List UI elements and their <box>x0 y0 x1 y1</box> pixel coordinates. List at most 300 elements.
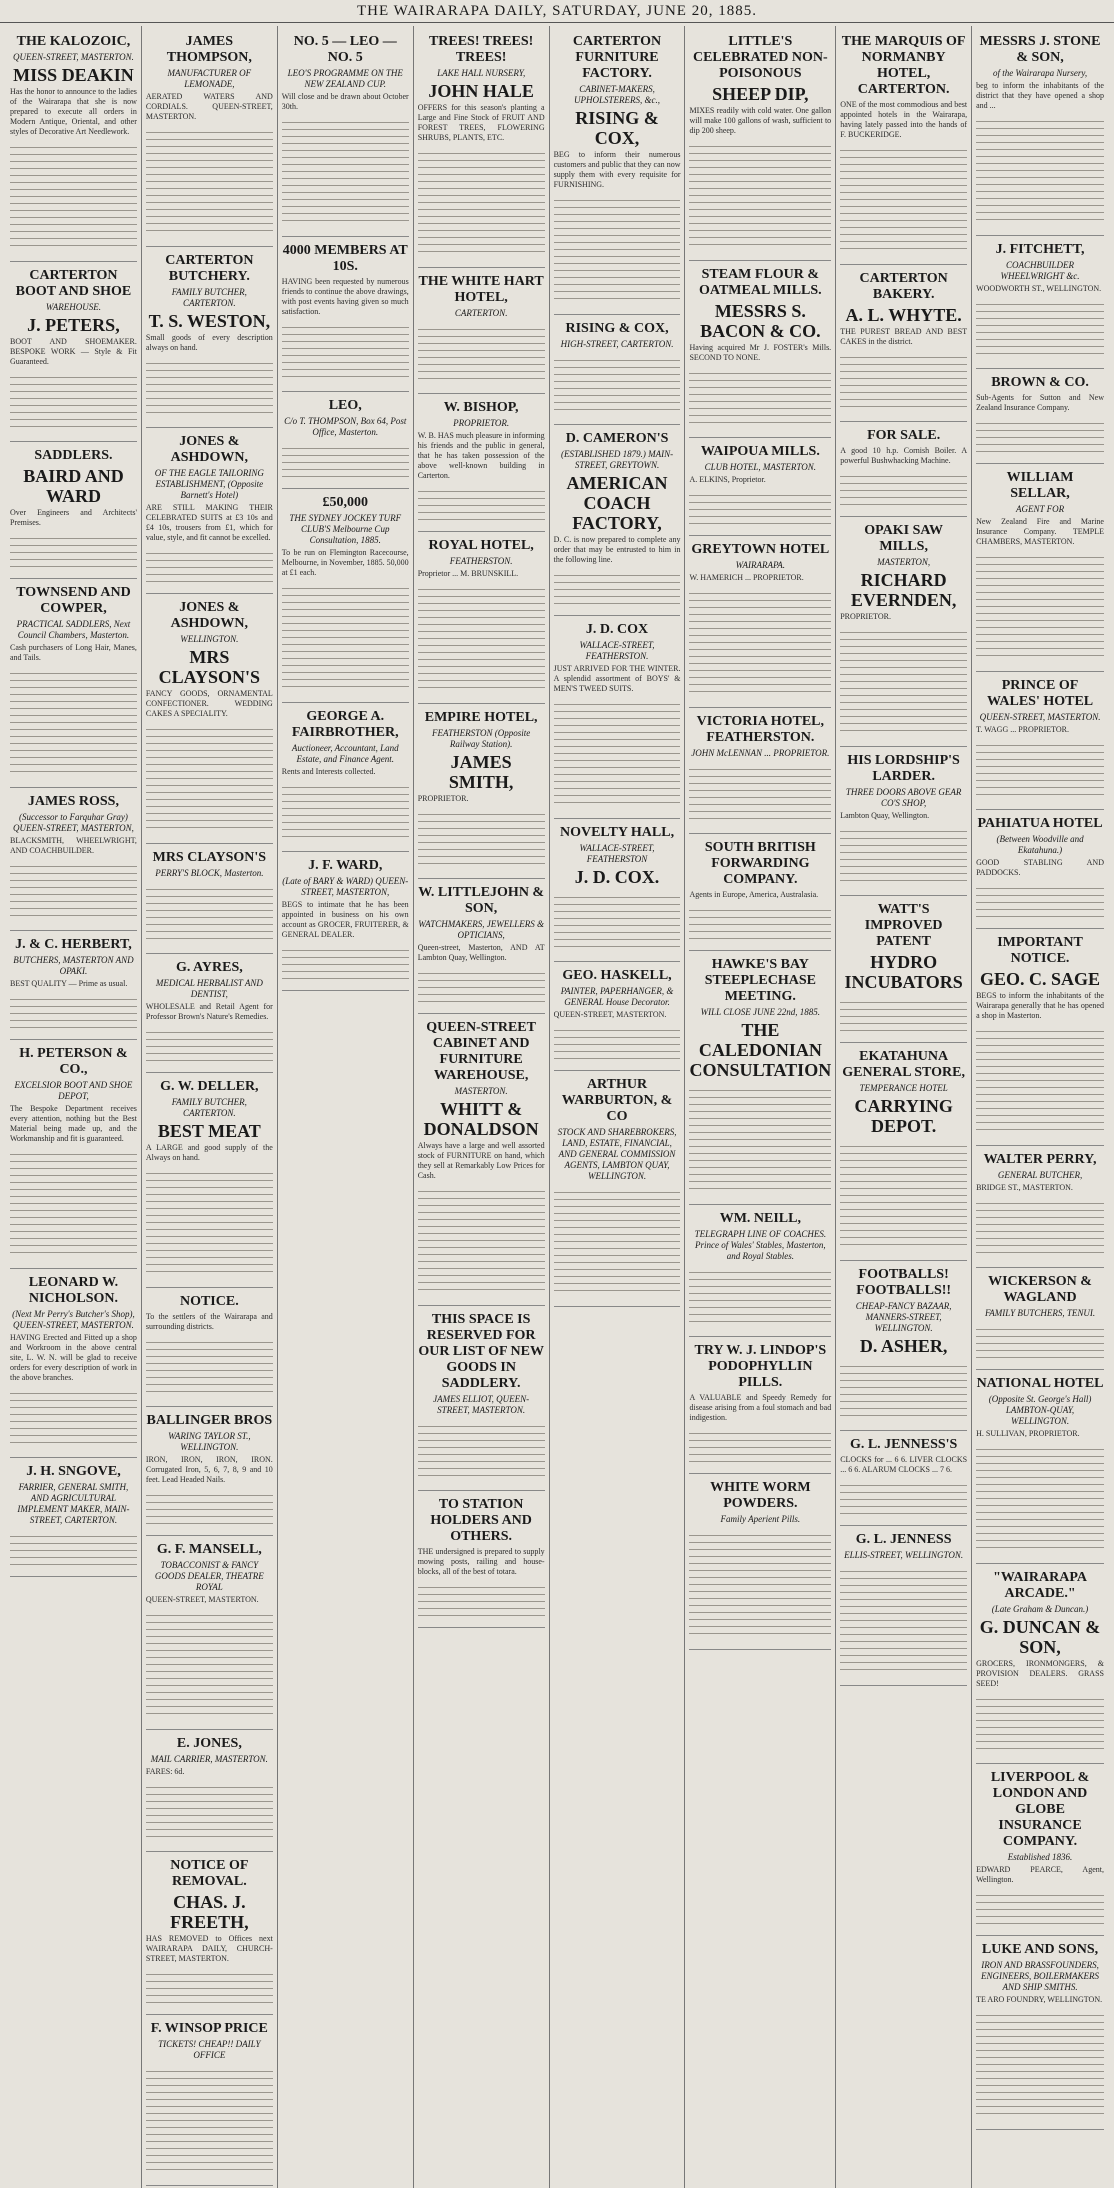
ad-body-text: IRON, IRON, IRON, IRON. Corrugated Iron, 5, 6, 7, 8, 9 and 10 feet. Lead Headed Nails. <box>145 1455 273 1484</box>
ad-body-text: EDWARD PEARCE, Agent, Wellington. <box>976 1865 1104 1884</box>
ad-subheading: BUTCHERS, MASTERTON AND OPAKI. <box>13 955 134 976</box>
ad-headline: D. ASHER, <box>859 1336 948 1356</box>
ad-subheading: COACHBUILDER WHEELWRIGHT &c. <box>1000 260 1080 281</box>
print-texture <box>689 1427 831 1463</box>
print-texture <box>146 1968 273 2004</box>
advertisement <box>840 265 967 422</box>
ad-subheading: PAINTER, PAPERHANGER, & GENERAL House Decorator. <box>560 986 674 1007</box>
print-texture <box>10 993 137 1029</box>
ad-heading: VICTORIA HOTEL, FEATHERSTON. <box>696 714 824 745</box>
ad-body-text: BEG to inform their numerous customers and public that they can now supply them with every requisite for FURNISHING. <box>553 150 681 189</box>
ad-heading: WILLIAM SELLAR, <box>1006 470 1074 501</box>
ad-subheading: OF THE EAGLE TAILORING ESTABLISHMENT, (Opposite Barnett's Hotel) <box>154 468 264 500</box>
ad-body-text: Lambton Quay, Wellington. <box>840 811 930 820</box>
ad-heading: JAMES THOMPSON, <box>166 34 252 65</box>
ad-heading: CARTERTON BUTCHERY. <box>165 253 254 284</box>
ad-subheading: EXCELSIOR BOOT AND SHOE DEPOT, <box>14 1080 133 1101</box>
ad-subheading: CARTERTON. <box>454 308 508 318</box>
ad-subheading: Family Aperient Pills. <box>720 1514 801 1524</box>
ad-body-text: HAVING Erected and Fitted up a shop and Workroom in the above central site, L. W. N. will be glad to receive orders for every description of work in the above branches. <box>10 1333 137 1382</box>
ad-headline: RICHARD EVERNDEN, <box>850 570 957 610</box>
ad-heading: BROWN & CO. <box>991 375 1089 390</box>
print-texture <box>418 1185 545 1295</box>
print-texture <box>146 2065 273 2175</box>
advertisement <box>146 2015 273 2186</box>
print-texture <box>976 1025 1104 1135</box>
ad-heading: HIS LORDSHIP'S LARDER. <box>847 753 960 784</box>
ad-heading: NOTICE. <box>179 1294 239 1309</box>
ad-heading: TRY W. J. LINDOP'S PODOPHYLLIN PILLS. <box>694 1343 827 1390</box>
ad-heading: EKATAHUNA GENERAL STORE, <box>842 1049 965 1080</box>
ad-headline: SHEEP DIP, <box>712 84 809 104</box>
ad-subheading: TEMPERANCE HOTEL <box>859 1083 948 1093</box>
print-texture <box>976 2009 1104 2119</box>
advertisement <box>976 810 1104 929</box>
ad-subheading: PERRY'S BLOCK, Masterton. <box>155 868 264 878</box>
ad-headline: THE CALEDONIAN CONSULTATION <box>689 1020 832 1080</box>
print-texture <box>418 583 545 693</box>
ad-body-text: PROPRIETOR. <box>417 794 469 803</box>
ad-subheading: FEATHERSTON. <box>449 556 513 566</box>
print-texture <box>10 141 137 251</box>
advertisement <box>840 422 967 517</box>
ad-body-text: Having acquired Mr J. FOSTER's Mills. SECOND TO NONE. <box>689 343 832 362</box>
print-texture <box>146 1609 273 1719</box>
ad-body-text: D. C. is now prepared to complete any order that may be entrusted to him in the following line. <box>553 535 681 564</box>
ad-subheading: THREE DOORS ABOVE GEAR CO'S SHOP, <box>845 787 962 808</box>
print-texture <box>418 967 545 1003</box>
print-texture <box>689 587 831 697</box>
ad-body-text: AERATED WATERS AND CORDIALS. QUEEN-STREET, MASTERTON. <box>145 92 273 121</box>
advertisement <box>554 28 681 315</box>
print-texture <box>689 1529 831 1639</box>
ad-body-text: beg to inform the inhabitants of the district that they have opened a shop and ... <box>976 81 1104 110</box>
print-texture <box>840 1565 967 1675</box>
ad-body-text: FARES: 6d. <box>145 1767 185 1776</box>
ad-heading: J. FITCHETT, <box>995 242 1085 257</box>
ad-body-text: Has the honor to announce to the ladies of the Wairarapa that she is now prepared to execute all orders in Modern Antique, Oriental, and other styles of Decorative Art Needlework. <box>10 87 137 136</box>
print-texture <box>554 354 681 414</box>
advertisement <box>554 425 681 616</box>
print-texture <box>10 1148 137 1258</box>
ad-body-text: FANCY GOODS, ORNAMENTAL CONFECTIONER. WEDDING CAKES A SPECIALITY. <box>145 689 273 718</box>
print-texture <box>418 147 545 257</box>
ad-heading: BALLINGER BROS <box>146 1413 273 1428</box>
print-texture <box>689 1084 831 1194</box>
ad-body-text: T. WAGG ... PROPRIETOR. <box>976 725 1069 734</box>
print-texture <box>976 1323 1104 1359</box>
ad-body-text: TE ARO FOUNDRY, WELLINGTON. <box>976 1995 1103 2004</box>
ad-subheading: WATCHMAKERS, JEWELLERS & OPTICIANS, <box>418 919 545 940</box>
print-texture <box>554 891 681 951</box>
advertisement <box>976 1370 1104 1564</box>
ad-heading: QUEEN-STREET CABINET AND FURNITURE WAREHOUSE, <box>426 1020 536 1083</box>
advertisement <box>689 28 831 261</box>
ad-heading: OPAKI SAW MILLS, <box>864 523 943 554</box>
ad-headline: J. D. COX. <box>574 867 660 887</box>
print-texture <box>976 1889 1104 1925</box>
advertisement <box>976 464 1104 672</box>
advertisement <box>840 1526 967 1686</box>
advertisement <box>689 536 831 708</box>
print-texture <box>976 115 1104 225</box>
print-texture <box>689 140 831 250</box>
ad-heading: J. & C. HERBERT, <box>15 937 132 952</box>
ad-heading: MESSRS J. STONE & SON, <box>979 34 1101 65</box>
advertisement <box>418 1014 545 1306</box>
advertisement <box>840 517 967 747</box>
columns <box>6 26 1108 2060</box>
ad-heading: RISING & COX, <box>565 321 669 336</box>
ad-subheading: (ESTABLISHED 1879.) MAIN-STREET, GREYTOWN. <box>561 449 674 470</box>
ad-subheading: MASTERTON, <box>877 557 931 567</box>
print-texture <box>146 1781 273 1841</box>
ad-headline: JOHN HALE <box>428 81 534 101</box>
advertisement <box>418 28 545 268</box>
ad-heading: "WAIRARAPA ARCADE." <box>993 1570 1087 1601</box>
print-texture <box>976 882 1104 918</box>
ad-body-text: QUEEN-STREET, MASTERTON. <box>553 1010 667 1019</box>
ad-heading: CARTERTON BAKERY. <box>859 271 948 302</box>
ad-subheading: WARING TAYLOR ST., WELLINGTON. <box>168 1431 251 1452</box>
ad-headline: BAIRD AND WARD <box>23 466 124 506</box>
print-texture <box>146 126 273 236</box>
print-texture <box>282 944 409 980</box>
ad-body-text: ONE of the most commodious and best appointed hotels in the Wairarapa, having lately passed into the hands of F. BUCKERIDGE. <box>840 100 968 139</box>
advertisement <box>689 834 831 951</box>
advertisement <box>282 392 409 489</box>
print-texture <box>10 1387 137 1447</box>
ad-heading: TOWNSEND AND COWPER, <box>16 585 131 616</box>
ad-body-text: A. ELKINS, Proprietor. <box>689 475 766 484</box>
ad-body-text: MIXES readily with cold water. One gallon will make 100 gallons of wash, sufficient to dip 200 sheep. <box>689 106 832 135</box>
advertisement <box>282 489 409 703</box>
print-texture <box>146 1026 273 1062</box>
ad-body-text: A LARGE and good supply of the Always on hand. <box>145 1143 273 1162</box>
ad-subheading: WELLINGTON. <box>180 634 239 644</box>
ad-headline: A. L. WHYTE. <box>845 305 962 325</box>
ad-subheading: FAMILY BUTCHER, CARTERTON. <box>171 287 247 308</box>
ad-heading: LEO, <box>328 398 362 413</box>
advertisement <box>689 1205 831 1337</box>
ad-body-text: WHOLESALE and Retail Agent for Professor Brown's Nature's Remedies. <box>145 1002 273 1021</box>
ad-heading: J. F. WARD, <box>308 858 383 873</box>
ad-heading: MRS CLAYSON'S <box>152 850 267 865</box>
ad-heading: NO. 5 — LEO — NO. 5 <box>293 34 397 65</box>
advertisement <box>976 1268 1104 1370</box>
advertisement <box>10 442 137 579</box>
ad-heading: E. JONES, <box>176 1736 242 1751</box>
print-texture <box>146 1167 273 1277</box>
ad-heading: £50,000 <box>322 495 368 510</box>
ad-subheading: Established 1836. <box>1007 1852 1073 1862</box>
print-texture <box>282 582 409 692</box>
advertisement <box>282 237 409 392</box>
ad-subheading: THE SYDNEY JOCKEY TURF CLUB'S Melbourne Cup Consultation, 1885. <box>289 513 402 545</box>
ad-headline: J. PETERS, <box>27 315 120 335</box>
print-texture <box>840 470 967 506</box>
ad-body-text: W. HAMERICH ... PROPRIETOR. <box>689 573 804 582</box>
ad-subheading: QUEEN-STREET, MASTERTON. <box>979 712 1101 722</box>
ad-heading: GREYTOWN HOTEL <box>691 542 830 557</box>
ad-body-text: QUEEN-STREET, MASTERTON. <box>145 1595 259 1604</box>
advertisement <box>146 1730 273 1852</box>
print-texture <box>689 1266 831 1326</box>
print-texture <box>840 1479 967 1515</box>
ad-subheading: of the Wairarapa Nursery, <box>992 68 1088 78</box>
ad-subheading: Auctioneer, Accountant, Land Estate, and Finance Agent. <box>291 743 399 764</box>
ad-subheading: (Next Mr Perry's Butcher's Shop), QUEEN-STREET, MASTERTON. <box>12 1309 135 1330</box>
print-texture <box>282 781 409 841</box>
ad-heading: FOOTBALLS! FOOTBALLS!! <box>856 1267 952 1298</box>
print-texture <box>554 1024 681 1060</box>
ad-headline: BEST MEAT <box>157 1121 261 1141</box>
advertisement <box>418 268 545 394</box>
print-texture <box>10 371 137 431</box>
ad-headline: GEO. C. SAGE <box>980 969 1101 989</box>
print-texture <box>840 996 967 1032</box>
advertisement <box>10 579 137 788</box>
ad-heading: STEAM FLOUR & OATMEAL MILLS. <box>699 267 822 298</box>
ad-subheading: (Late of BARY & WARD) QUEEN-STREET, MASTERTON, <box>282 876 409 897</box>
ad-subheading: WALLACE-STREET, FEATHERSTON. <box>579 640 655 661</box>
ad-subheading: QUEEN-STREET, MASTERTON. <box>12 52 134 62</box>
advertisement <box>840 747 967 896</box>
print-texture <box>146 357 273 417</box>
ad-body-text: BRIDGE ST., MASTERTON. <box>976 1183 1073 1192</box>
ad-subheading: MEDICAL HERBALIST AND DENTIST, <box>155 978 263 999</box>
ad-body-text: HAVING been requested by numerous friends to continue the above drawings, with post events having given so much satisfaction. <box>281 277 409 316</box>
ad-heading: HAWKE'S BAY STEEPLECHASE MEETING. <box>704 957 816 1004</box>
advertisement <box>840 896 967 1043</box>
column-2 <box>142 26 278 2188</box>
advertisement <box>146 844 273 954</box>
advertisement <box>554 616 681 819</box>
column-4 <box>414 26 550 2188</box>
ad-subheading: MASTERTON. <box>454 1086 508 1096</box>
ad-body-text: THE PUREST BREAD AND BEST CAKES in the district. <box>840 327 968 346</box>
ad-subheading: LAKE HALL NURSERY, <box>437 68 526 78</box>
ad-subheading: MAIL CARRIER, MASTERTON. <box>150 1754 268 1764</box>
ad-heading: GEO. HASKELL, <box>562 968 672 983</box>
ad-heading: W. LITTLEJOHN & SON, <box>418 885 545 916</box>
ad-headline: CARRYING DEPOT. <box>854 1096 953 1136</box>
advertisement <box>554 315 681 425</box>
ad-body-text: CLOCKS for ... 6 6. LIVER CLOCKS ... 6 6. ALARUM CLOCKS ... 7 6. <box>840 1455 968 1474</box>
ad-heading: FOR SALE. <box>867 428 941 443</box>
advertisement <box>282 852 409 991</box>
ad-headline: HYDRO INCUBATORS <box>844 952 963 992</box>
ad-subheading: FAMILY BUTCHER, CARTERTON. <box>171 1097 247 1118</box>
ad-subheading: STOCK AND SHAREBROKERS, LAND, ESTATE, FINANCIAL, AND GENERAL COMMISSION AGENTS, LAMBTON QUAY, WELLINGTON. <box>557 1127 677 1181</box>
advertisement <box>10 1040 137 1269</box>
ad-heading: JONES & ASHDOWN, <box>170 434 249 465</box>
advertisement <box>976 1764 1104 1936</box>
ad-body-text: W. B. HAS much pleasure in informing his friends and the public in general, that he has taken possession of the above well-known building in Carterton. <box>417 431 545 480</box>
advertisement <box>689 708 831 834</box>
column-6 <box>685 26 836 2188</box>
advertisement <box>554 1071 681 1307</box>
masthead-title: THE WAIRARAPA DAILY, SATURDAY, JUNE 20, 1885. <box>357 3 757 19</box>
ad-subheading: JOHN McLENNAN ... PROPRIETOR. <box>691 748 830 758</box>
ad-subheading: (Late Graham & Duncan.) <box>991 1604 1089 1614</box>
ad-heading: G. L. JENNESS <box>855 1532 952 1547</box>
advertisement <box>146 1536 273 1730</box>
ad-subheading: FARRIER, GENERAL SMITH, AND AGRICULTURAL IMPLEMENT MAKER, MAIN-STREET, CARTERTON. <box>17 1482 130 1525</box>
print-texture <box>10 860 137 920</box>
ad-subheading: WAREHOUSE. <box>45 302 101 312</box>
ad-headline: AMERICAN COACH FACTORY, <box>566 473 668 533</box>
ad-heading: F. WINSOP PRICE <box>150 2021 268 2036</box>
advertisement <box>689 1337 831 1474</box>
print-texture <box>976 1443 1104 1553</box>
ad-heading: WATT'S IMPROVED PATENT <box>864 902 943 949</box>
ad-body-text: BEST QUALITY — Prime as usual. <box>10 979 128 988</box>
ad-subheading: (Between Woodville and Ekatahuna.) <box>996 834 1084 855</box>
print-texture <box>554 569 681 605</box>
ad-heading: WM. NEILL, <box>719 1211 801 1226</box>
advertisement <box>689 261 831 438</box>
ad-subheading: TOBACCONIST & FANCY GOODS DEALER, THEATRE ROYAL <box>154 1560 264 1592</box>
ad-heading: TO STATION HOLDERS AND OTHERS. <box>430 1497 532 1544</box>
advertisement <box>418 1306 545 1491</box>
print-texture <box>146 723 273 833</box>
ad-body-text: H. SULLIVAN, PROPRIETOR. <box>976 1429 1080 1438</box>
print-texture <box>689 904 831 940</box>
print-texture <box>976 739 1104 799</box>
ad-heading: W. BISHOP, <box>443 400 519 415</box>
ad-subheading: C/o T. THOMPSON, Box 64, Post Office, Masterton. <box>284 416 407 437</box>
ad-heading: PRINCE OF WALES' HOTEL <box>986 678 1094 709</box>
masthead <box>0 0 1114 23</box>
ad-heading: CARTERTON FURNITURE FACTORY. <box>572 34 662 81</box>
ad-body-text: Proprietor ... M. BRUNSKILL. <box>417 569 519 578</box>
print-texture <box>840 351 967 411</box>
ad-heading: G. AYRES, <box>175 960 243 975</box>
print-texture <box>10 532 137 568</box>
print-texture <box>554 194 681 304</box>
ad-subheading: (Opposite St. George's Hall) LAMBTON-QUAY, WELLINGTON. <box>988 1394 1092 1426</box>
advertisement <box>146 594 273 844</box>
ad-body-text: HAS REMOVED to Offices next WAIRARAPA DAILY, CHURCH-STREET, MASTERTON. <box>145 1934 273 1963</box>
print-texture <box>554 698 681 808</box>
ad-body-text: ARE STILL MAKING THEIR CELEBRATED SUITS at £3 10s and £4 10s, trousers from £1, which for value, style, and fit cannot be excelled. <box>145 503 273 542</box>
advertisement <box>976 1936 1104 2130</box>
advertisement <box>840 1431 967 1526</box>
ad-body-text: Rents and Interests collected. <box>281 767 376 776</box>
advertisement <box>282 28 409 237</box>
print-texture <box>976 1693 1104 1753</box>
print-texture <box>976 551 1104 661</box>
column-1 <box>6 26 142 2188</box>
ad-heading: SOUTH BRITISH FORWARDING COMPANY. <box>704 840 816 887</box>
advertisement <box>10 931 137 1040</box>
ad-body-text: New Zealand Fire and Marine Insurance Company. TEMPLE CHAMBERS, MASTERTON. <box>976 517 1104 546</box>
ad-body-text: A good 10 h.p. Cornish Boiler. A powerful Bushwhacking Machine. <box>840 446 968 465</box>
print-texture <box>282 442 409 478</box>
print-texture <box>10 1530 137 1566</box>
ad-heading: IMPORTANT NOTICE. <box>997 935 1083 966</box>
ad-heading: ROYAL HOTEL, <box>428 538 534 553</box>
advertisement <box>10 1269 137 1458</box>
advertisement <box>976 28 1104 236</box>
ad-heading: WHITE WORM POWDERS. <box>710 1480 811 1511</box>
print-texture <box>976 417 1104 453</box>
ad-heading: TREES! TREES! TREES! <box>428 34 534 65</box>
ad-body-text: WOODWORTH ST., WELLINGTON. <box>976 284 1102 293</box>
ad-body-text: Queen-street, Masterton, AND AT Lambton Quay, Wellington. <box>417 943 545 962</box>
ad-heading: SADDLERS. <box>34 448 113 463</box>
ad-body-text: GROCERS, IRONMONGERS, & PROVISION DEALERS. GRASS SEED! <box>976 1659 1104 1688</box>
advertisement <box>976 672 1104 810</box>
ad-heading: D. CAMERON'S <box>565 431 669 446</box>
print-texture <box>146 1489 273 1525</box>
ad-body-text: GOOD STABLING AND PADDOCKS. <box>976 858 1104 877</box>
advertisement <box>418 532 545 704</box>
print-texture <box>840 626 967 736</box>
ad-body-text: THE undersigned is prepared to supply mowing posts, railing and house-blocks, all of the best of totara. <box>417 1547 545 1576</box>
advertisement <box>146 1073 273 1288</box>
ad-subheading: WAIRARAPA. <box>735 560 786 570</box>
ad-body-text: OFFERS for this season's planting a Large and Fine Stock of FRUIT AND FOREST TREES, FLOWERING SHRUBS, PLANTS, ETC. <box>417 103 545 142</box>
ad-heading: LIVERPOOL & LONDON AND GLOBE INSURANCE COMPANY. <box>990 1770 1090 1849</box>
print-texture <box>418 485 545 521</box>
advertisement <box>840 1261 967 1431</box>
ad-headline: G. DUNCAN & SON, <box>979 1617 1101 1657</box>
ad-subheading: WALLACE-STREET, FEATHERSTON <box>579 843 655 864</box>
ad-subheading: IRON AND BRASSFOUNDERS, ENGINEERS, BOILERMAKERS AND SHIP SMITHS. <box>981 1960 1100 1992</box>
ad-heading: NOTICE OF REMOVAL. <box>170 1858 249 1889</box>
print-texture <box>840 144 967 254</box>
advertisement <box>146 1288 273 1407</box>
ad-body-text: BEGS to intimate that he has been appointed in business on his own account as GROCER, FRUITERER, & GENERAL DEALER. <box>281 900 409 939</box>
ad-subheading: HIGH-STREET, CARTERTON. <box>560 339 674 349</box>
ad-heading: JAMES ROSS, <box>27 794 119 809</box>
ad-subheading: GENERAL BUTCHER, <box>997 1170 1083 1180</box>
ad-body-text: BOOT AND SHOEMAKER. BESPOKE WORK — Style & Fit Guaranteed. <box>10 337 137 366</box>
ad-body-text: Over Engineers and Architects' Premises. <box>10 508 137 527</box>
ad-subheading: CABINET-MAKERS, UPHOLSTERERS, &c., <box>574 84 661 105</box>
ad-heading: LEONARD W. NICHOLSON. <box>28 1275 119 1306</box>
ad-body-text: Always have a large and well assorted stock of FURNITURE on hand, which they sell at Remarkably Low Prices for Cash. <box>417 1141 545 1180</box>
ad-body-text: A VALUABLE and Speedy Remedy for disease arising from a foul stomach and bad indigestion. <box>689 1393 832 1422</box>
ad-heading: H. PETERSON & CO., <box>19 1046 128 1077</box>
advertisement <box>976 236 1104 369</box>
advertisement <box>282 703 409 852</box>
ad-subheading: TICKETS! CHEAP!! DAILY OFFICE <box>158 2039 261 2060</box>
ad-heading: J. H. SNGOVE, <box>26 1464 121 1479</box>
ad-headline: JAMES SMITH, <box>448 752 514 792</box>
ad-heading: JONES & ASHDOWN, <box>170 600 249 631</box>
ad-headline: RISING & COX, <box>575 108 659 148</box>
print-texture <box>840 1140 967 1250</box>
ad-heading: PAHIATUA HOTEL <box>977 816 1103 831</box>
ad-body-text: The Bespoke Department receives every attention, nothing but the Best Material being made up, and the Workmanship and fit is guaranteed. <box>10 1104 137 1143</box>
advertisement <box>689 951 831 1205</box>
ad-heading: G. L. JENNESS'S <box>849 1437 958 1452</box>
print-texture <box>418 323 545 383</box>
print-texture <box>418 1581 545 1617</box>
print-texture <box>689 367 831 427</box>
print-texture <box>10 667 137 777</box>
column-3 <box>278 26 414 2188</box>
ad-headline: WHITT & DONALDSON <box>423 1099 539 1139</box>
ad-subheading: MANUFACTURER OF LEMONADE, <box>167 68 252 89</box>
print-texture <box>146 1336 273 1396</box>
ad-body-text: BEGS to inform the inhabitants of the Wairarapa generally that he has opened a shop in Masterton. <box>976 991 1104 1020</box>
advertisement <box>146 1852 273 2015</box>
print-texture <box>976 298 1104 358</box>
